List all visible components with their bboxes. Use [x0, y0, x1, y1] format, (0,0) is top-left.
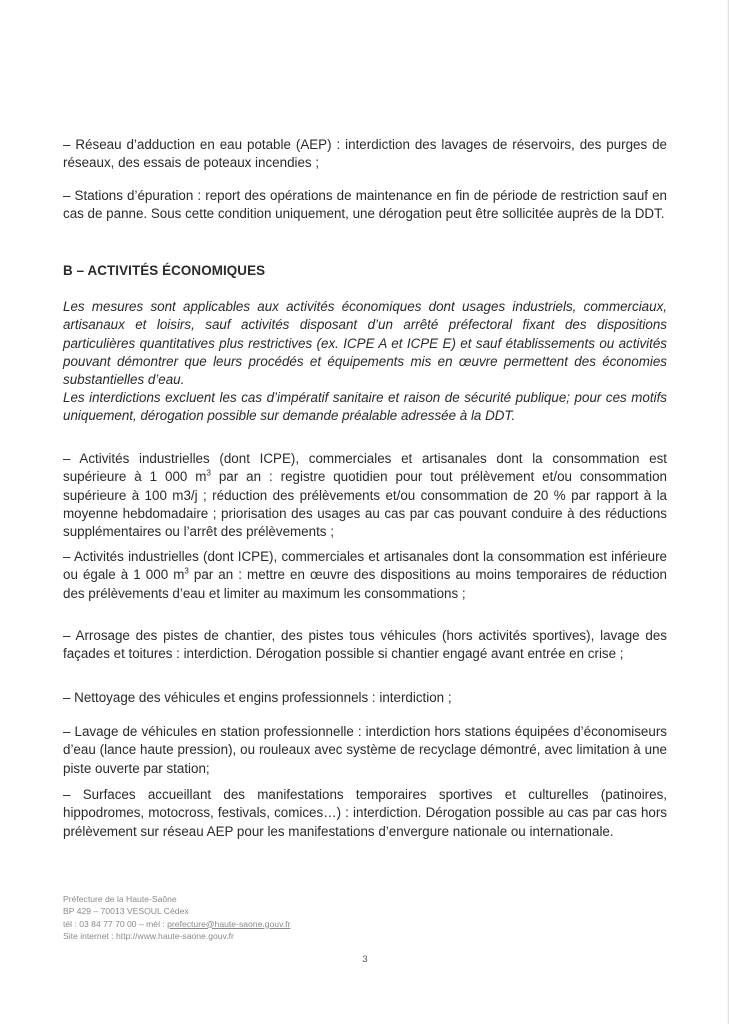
list-item-nettoyage-vehicules: – Nettoyage des véhicules et engins professionnels : interdiction ;	[63, 690, 452, 705]
page-number: 3	[362, 954, 368, 965]
footer-phone: tél : 03 84 77 70 00 – mèl :	[63, 918, 168, 929]
superscript: 3	[206, 468, 211, 478]
section-heading-b: B – ACTIVITÉS ÉCONOMIQUES	[63, 263, 266, 278]
paragraph-aep: – Réseau d’adduction en eau potable (AEP) : interdiction des lavages de réservoirs, des purges de réseaux, des essais de poteaux incendies ;	[63, 137, 667, 171]
list-item-lavage-station: – Lavage de véhicules en station professionnelle : interdiction hors stations équipées d’économiseurs d’eau (lance haute pression), ou rouleaux avec système de recyclage démontré, avec limitation à une piste ouverte par station;	[63, 724, 667, 776]
footer-email-link[interactable]: prefecture@haute-saone.gouv.fr	[167, 918, 291, 929]
list-item-text: – Activités industrielles (dont ICPE), commerciales et artisanales dont la consommation est supérieure à 1 000 m	[63, 451, 667, 485]
superscript: 3	[184, 566, 189, 576]
list-item-industrial-below	[63, 548, 667, 603]
intro-paragraph-exclusions: Les interdictions excluent les cas d’impératif sanitaire et raison de sécurité publique; pour ces motifs uniquement, dérogation possible sur demande préalable adressée à la DDT.	[63, 390, 667, 424]
footer-contact	[63, 918, 290, 930]
list-item-text: – Activités industrielles (dont ICPE), commerciales et artisanales dont la consommation est inférieure ou égale à 1 000 m	[63, 549, 667, 583]
footer-postal-address: BP 429 – 70013 VESOUL Cédex	[63, 906, 189, 917]
paragraph-stations-epuration: – Stations d’épuration : report des opérations de maintenance en fin de période de restriction sauf en cas de panne. Sous cette condition uniquement, une dérogation peut être sollicitée auprès de la DDT.	[63, 188, 667, 222]
list-item-industrial-above	[63, 450, 667, 541]
list-item-arrosage-chantier: – Arrosage des pistes de chantier, des pistes tous véhicules (hors activités sportives), lavage des façades et toitures : interdiction. Dérogation possible si chantier engagé avant entrée en crise ;	[63, 628, 667, 662]
intro-paragraph-scope: Les mesures sont applicables aux activités économiques dont usages industriels, commerciaux, artisanaux et loisirs, sauf activités disposant d’un arrêté préfectoral fixant des dispositions particulières quantitatives plus restrictives (ex. ICPE A et ICPE E) et sauf établissements ou activités pouvant démontrer que leurs procédés et équipements mis en œuvre permettent des économies substantielles d’eau.	[63, 299, 667, 388]
footer-website[interactable]: Site internet : http://www.haute-saone.gouv.fr	[63, 930, 234, 941]
footer-prefecture: Préfecture de la Haute-Saône	[63, 894, 177, 904]
footer-address	[63, 893, 290, 942]
list-item-manifestations: – Surfaces accueillant des manifestations temporaires sportives et culturelles (patinoires, hippodromes, motocross, festivals, comices…) : interdiction. Dérogation possible au cas par cas hors prélèvement sur réseau AEP pour les manifestations d’envergure nationale ou internationale.	[63, 787, 667, 839]
list-item-text: par an : registre quotidien pour tout prélèvement et/ou consommation supérieure à 100 m3/j ; réduction des prélèvements et/ou consommation de 20 % par rapport à la moyenne hebdomadaire ; priorisation des usages au cas par cas pouvant conduire à des réductions supplémentaires ou l’arrêt des prélèvements ;	[63, 469, 667, 540]
list-item-text: par an : mettre en œuvre des dispositions au moins temporaires de réduction des prélèvements d’eau et limiter au maximum les consommations ;	[63, 567, 668, 601]
